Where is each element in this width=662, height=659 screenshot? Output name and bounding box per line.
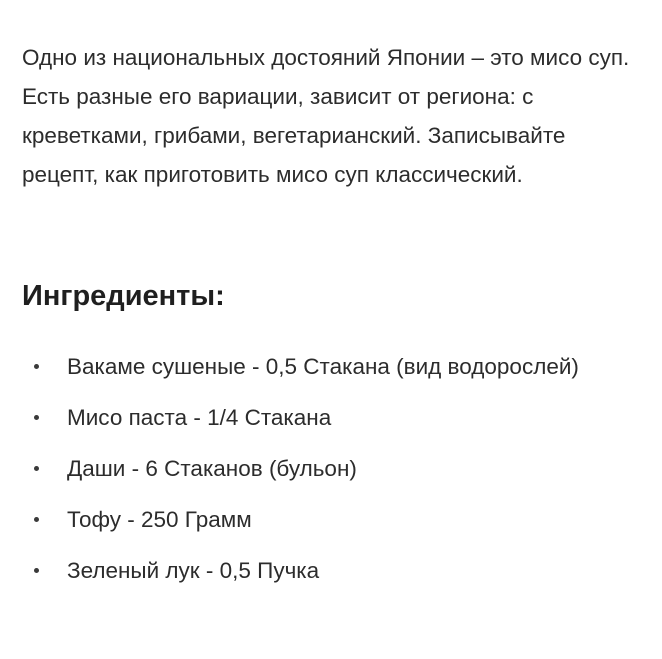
bullet-icon [34,466,39,471]
article [22,0,647,583]
ingredient-text: Вакаме сушеные - 0,5 Стакана (вид водорослей) [67,354,579,379]
ingredient-item [22,551,622,590]
ingredient-text: Даши - 6 Стаканов (бульон) [67,456,357,481]
ingredient-item [22,398,622,437]
intro-paragraph: Одно из национальных достояний Японии – это мисо суп. Есть разные его вариации, зависит от региона: с креветками, грибами, вегетарианский. Записывайте рецепт, как приготовить мисо суп классический. [22,45,630,187]
bullet-icon [34,364,39,369]
ingredient-text: Мисо паста - 1/4 Стакана [67,405,332,430]
ingredient-text: Зеленый лук - 0,5 Пучка [67,558,320,583]
ingredient-text: Тофу - 250 Грамм [67,507,252,532]
bullet-icon [34,517,39,522]
bullet-icon [34,568,39,573]
ingredients-heading: Ингредиенты: [22,280,225,312]
ingredient-item [22,449,622,488]
ingredients-list [22,347,622,602]
bullet-icon [34,415,39,420]
ingredient-item [22,347,622,386]
ingredient-item [22,500,622,539]
